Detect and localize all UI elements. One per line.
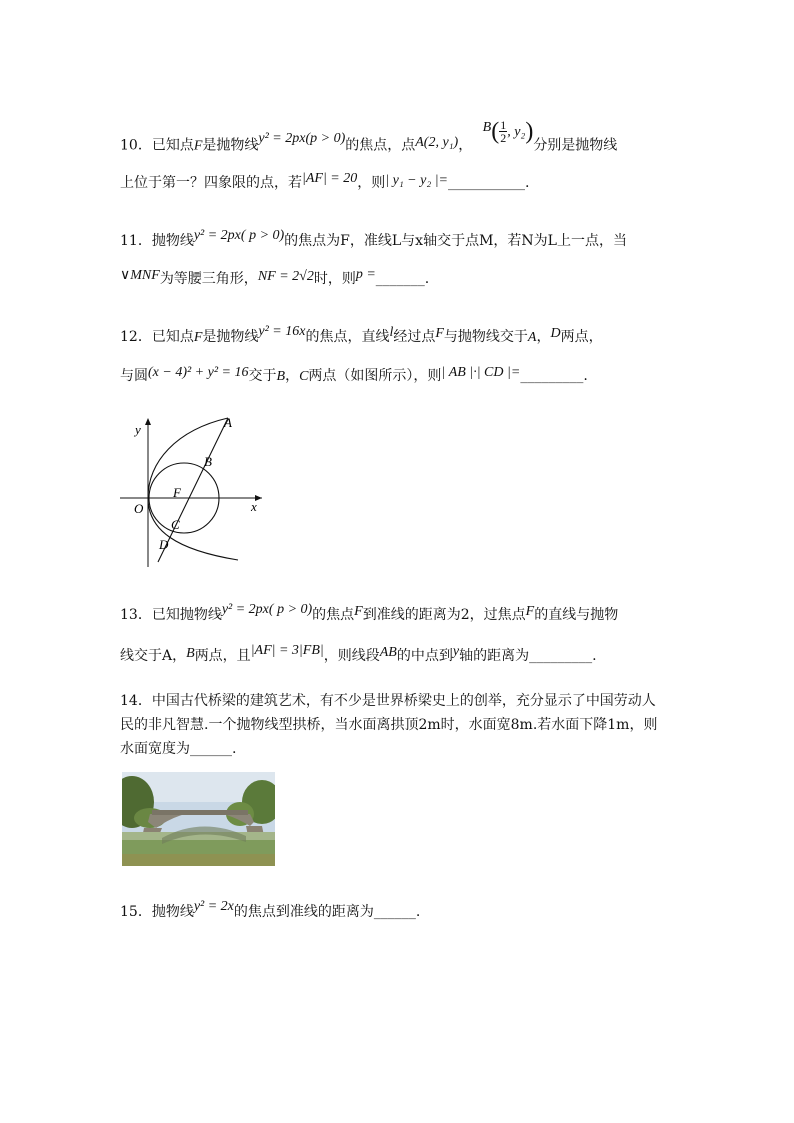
label-D: D [159, 537, 169, 552]
label-B: B [204, 454, 212, 469]
y-axis-arrow-icon [145, 418, 151, 425]
label-O: O [134, 501, 144, 516]
q10-expression: | y₁ − y₂ |= [385, 173, 449, 188]
q13-condition: |AF| = 3|FB| [250, 643, 324, 658]
q10-number: 10． [120, 137, 152, 154]
q15-line1: 15．抛物线y² = 2x的焦点到准线的距离为______. [120, 899, 421, 920]
q11-triangle: ∨MNF [120, 268, 160, 283]
bridge-photo [122, 772, 275, 866]
q14-line3: 水面宽度为______. [120, 741, 237, 757]
label-C: C [171, 517, 180, 532]
q12-number: 12． [120, 329, 152, 345]
line-l [158, 418, 228, 562]
q10-line1: 10．已知点F是抛物线y² = 2px(p > 0)的焦点，点A(2, y₁)， B( $\frac{1}{2}$ , y₂)分别是抛物线 [120, 118, 618, 154]
q10-answer-blank[interactable]: ___________. [448, 175, 530, 191]
q10-var-F: F [193, 138, 203, 154]
q12-line2: 与圆(x − 4)² + y² = 16交于B，C两点（如图所示），则| AB |·| CD |=_________. [120, 365, 588, 384]
q14-line2: 民的非凡智慧.一个抛物线型拱桥，当水面离拱顶2m时，水面宽8m.若水面下降1m，则 [120, 717, 658, 733]
q12-answer-blank[interactable]: _________. [520, 368, 588, 384]
q13-number: 13． [120, 607, 152, 623]
q14-line1: 14．中国古代桥梁的建筑艺术，有不少是世界桥梁史上的创举，充分显示了中国劳动人 [120, 693, 656, 709]
q15-equation: y² = 2x [193, 899, 234, 914]
q15-number: 15． [120, 904, 152, 920]
q15-answer-blank[interactable]: ______. [373, 904, 421, 920]
bridge-photo-illustration [122, 772, 275, 866]
q11-line2: ∨MNF为等腰三角形，NF = 2√2时，则p =_______. [120, 267, 430, 287]
q13-line1: 13．已知抛物线y² = 2px( p > 0)的焦点F到准线的距离为2，过焦点F的直线与抛物 [120, 602, 619, 623]
q11-answer-blank[interactable]: _______. [375, 271, 430, 287]
q11-nf-condition: NF = 2√2 [257, 269, 314, 284]
q12-equation: y² = 16x [258, 324, 306, 339]
label-y: y [135, 422, 141, 437]
q10-line2: 上位于第一？四象限的点，若|AF| = 20，则| y₁ − y₂ |=___________. [120, 171, 530, 191]
q12-expression: | AB |·| CD |= [441, 365, 521, 380]
q11-number: 11． [120, 233, 152, 249]
q11-line1: 11．抛物线y² = 2px( p > 0)的焦点为F，准线L与x轴交于点M，若N为L上一点，当 [120, 228, 627, 249]
q13-equation: y² = 2px( p > 0) [221, 602, 313, 617]
label-F: F [173, 485, 181, 500]
q13-line2: 线交于A，B两点，且|AF| = 3|FB|，则线段AB的中点到y轴的距离为_________. [120, 643, 597, 664]
q12-circle-equation: (x − 4)² + y² = 16 [148, 365, 249, 380]
q10-point-B: B( $\frac{1}{2}$ , y₂) [482, 118, 534, 145]
label-x: x [251, 499, 257, 514]
q10-point-A: A(2, y₁) [415, 134, 459, 150]
q12-line1: 12．已知点F是抛物线y² = 16x的焦点，直线l经过点F与抛物线交于A，D两点， [120, 324, 603, 345]
label-A: A [224, 415, 232, 430]
fraction-half: $\frac{1}{2}$ [500, 118, 507, 145]
q10-af-condition: |AF| = 20 [302, 171, 358, 186]
q12-figure [116, 412, 276, 572]
q11-equation: y² = 2px( p > 0) [193, 228, 285, 243]
q13-answer-blank[interactable]: _________. [529, 648, 597, 664]
q10-equation: y² = 2px(p > 0) [258, 130, 346, 146]
